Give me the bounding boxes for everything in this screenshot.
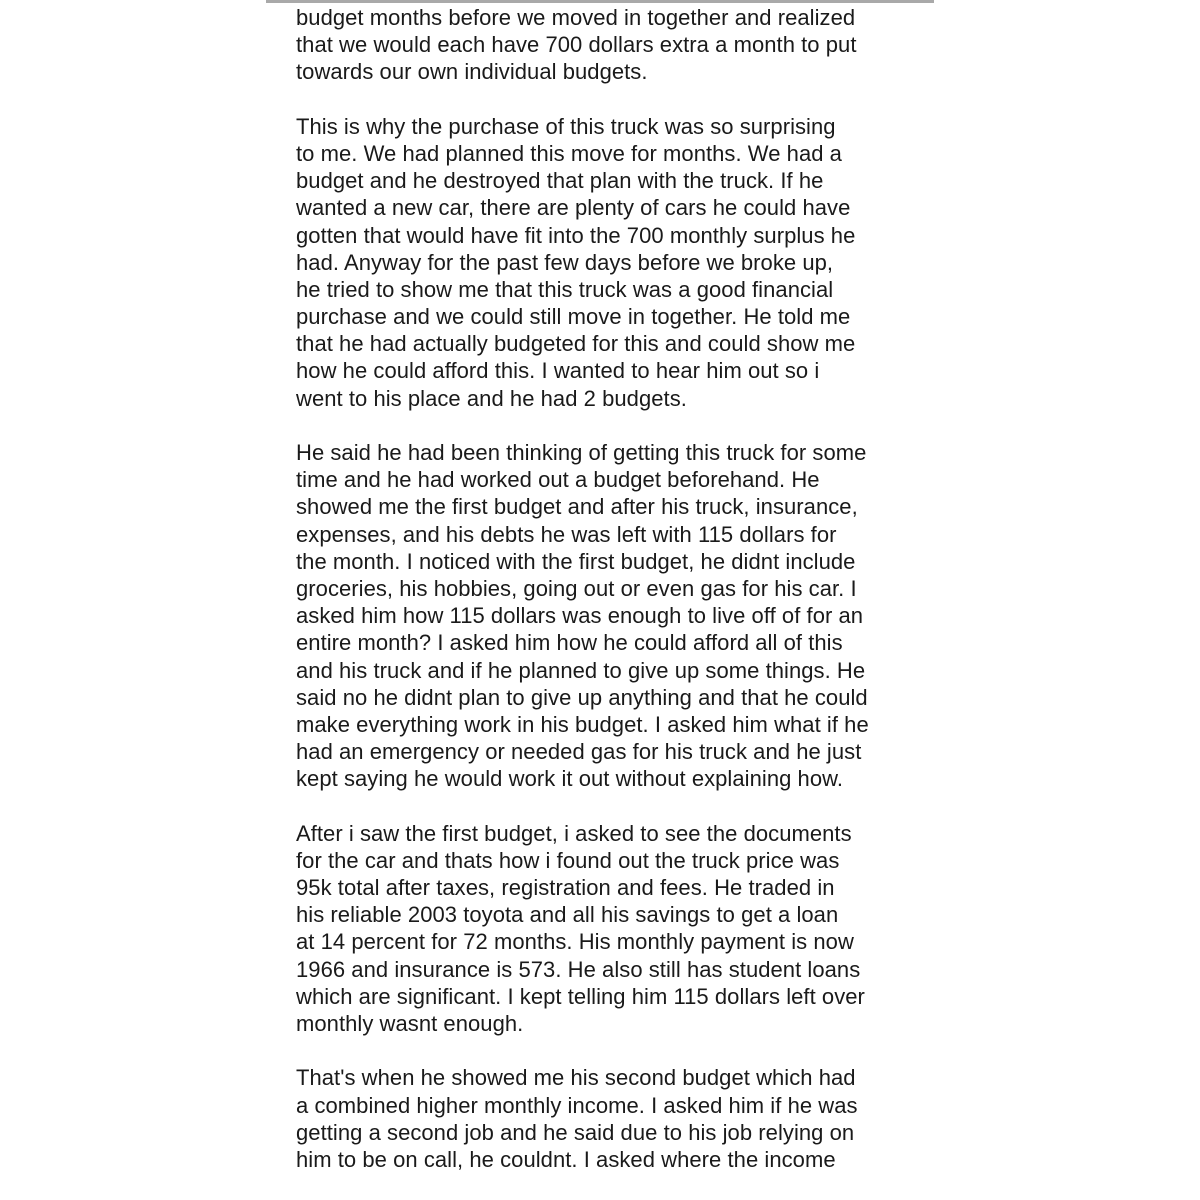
text-line: him to be on call, he couldnt. I asked where the income <box>296 1146 836 1172</box>
text-line: towards our own individual budgets. <box>296 59 648 85</box>
text-line: how he could afford this. I wanted to hear him out so i <box>296 358 820 384</box>
text-line: had. Anyway for the past few days before we broke up, <box>296 249 834 275</box>
text-line: which are significant. I kept telling him 115 dollars left over <box>296 983 865 1009</box>
text-line: went to his place and he had 2 budgets. <box>296 385 687 411</box>
text-line: He said he had been thinking of getting this truck for some <box>296 440 867 465</box>
text-line: purchase and we could still move in together. He told me <box>296 304 851 330</box>
text-line: getting a second job and he said due to his job relying on <box>296 1119 855 1145</box>
paragraph-5 <box>296 1064 936 1173</box>
text-line: and his truck and if he planned to give up some things. He <box>296 657 866 683</box>
text-line: kept saying he would work it out without explaining how. <box>296 766 844 792</box>
text-line: 1966 and insurance is 573. He also still has student loans <box>296 956 861 982</box>
paragraph-4 <box>296 820 936 1038</box>
text-line: to me. We had planned this move for months. We had a <box>296 140 842 166</box>
text-line: that we would each have 700 dollars extra a month to put <box>296 32 857 58</box>
text-line: time and he had worked out a budget beforehand. He <box>296 467 820 493</box>
text-line: the month. I noticed with the first budget, he didnt include <box>296 548 856 574</box>
text-line: expenses, and his debts he was left with 115 dollars for <box>296 521 837 547</box>
text-line: budget and he destroyed that plan with the truck. If he <box>296 168 824 194</box>
text-line: monthly wasnt enough. <box>296 1010 524 1036</box>
text-line: make everything work in his budget. I asked him what if he <box>296 711 869 737</box>
text-line: After i saw the first budget, i asked to see the documents <box>296 820 852 846</box>
text-line: said no he didnt plan to give up anything and that he could <box>296 684 868 710</box>
paragraph-1 <box>296 4 936 86</box>
text-line: his reliable 2003 toyota and all his savings to get a loan <box>296 902 839 928</box>
paragraph-2 <box>296 113 936 412</box>
text-line: had an emergency or needed gas for his truck and he just <box>296 739 862 765</box>
text-line: that he had actually budgeted for this and could show me <box>296 331 856 357</box>
top-divider <box>266 0 934 3</box>
text-line: he tried to show me that this truck was a good financial <box>296 276 834 302</box>
text-line: This is why the purchase of this truck was so surprising <box>296 113 836 139</box>
text-line: gotten that would have fit into the 700 monthly surplus he <box>296 222 856 248</box>
text-line: for the car and thats how i found out the truck price was <box>296 847 840 873</box>
post-body <box>296 4 936 1200</box>
text-line: wanted a new car, there are plenty of cars he could have <box>296 195 851 221</box>
text-line: 95k total after taxes, registration and fees. He traded in <box>296 875 835 900</box>
paragraph-3 <box>296 439 936 792</box>
text-line: showed me the first budget and after his truck, insurance, <box>296 494 858 520</box>
text-line: budget months before we moved in together and realized <box>296 5 856 30</box>
text-line: groceries, his hobbies, going out or even gas for his car. I <box>296 575 857 601</box>
text-line: asked him how 115 dollars was enough to live off of for an <box>296 603 864 629</box>
text-line: That's when he showed me his second budget which had <box>296 1065 856 1091</box>
text-line: entire month? I asked him how he could afford all of this <box>296 630 843 656</box>
text-line: a combined higher monthly income. I asked him if he was <box>296 1092 858 1118</box>
text-line: at 14 percent for 72 months. His monthly payment is now <box>296 929 854 955</box>
